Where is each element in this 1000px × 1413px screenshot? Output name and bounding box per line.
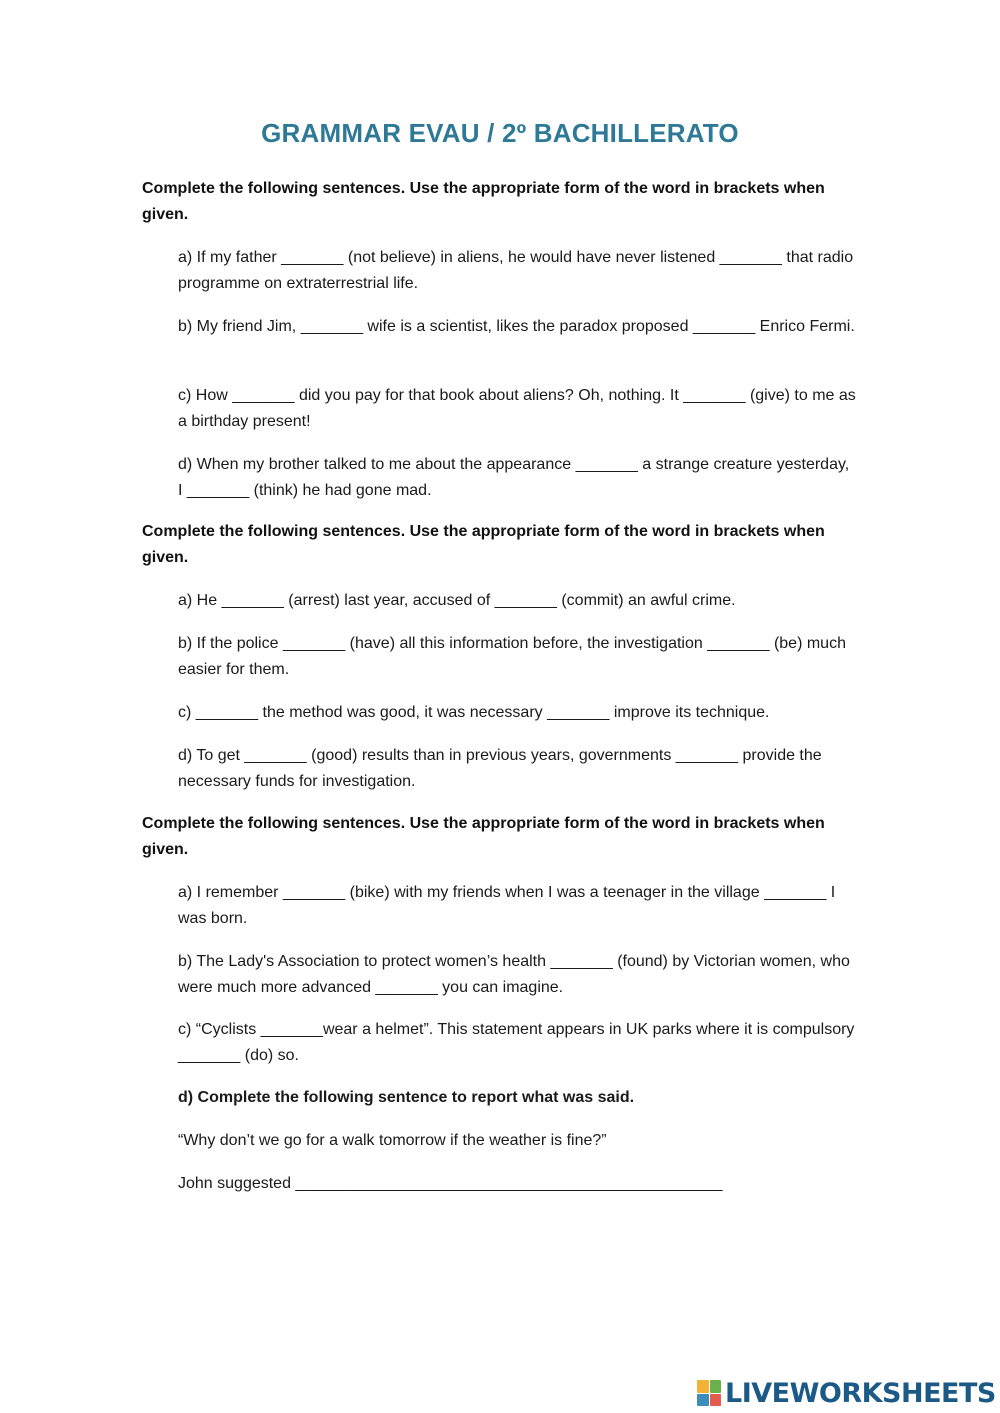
section-2-item-d: d) To get _______ (good) results than in previous years, governments _______ provide the necessary funds for investigation. <box>178 747 822 790</box>
section-1-item-c: c) How _______ did you pay for that book about aliens? Oh, nothing. It _______ (give) to me as a birthday present! <box>178 387 856 430</box>
section-3-item-b: b) The Lady's Association to protect women’s health _______ (found) by Victorian women, who were much more advanced _______ you can imagine. <box>178 953 850 996</box>
section-2-item-c: c) _______ the method was good, it was necessary _______ improve its technique. <box>178 704 770 721</box>
section-1-item-d: d) When my brother talked to me about the appearance _______ a strange creature yesterday, I _______ (think) he had gone mad. <box>178 456 850 499</box>
section-3-instruction: Complete the following sentences. Use the appropriate form of the word in brackets when given. <box>142 815 825 858</box>
page-title: GRAMMAR EVAU / 2º BACHILLERATO <box>261 118 739 148</box>
section-1-item-b: b) My friend Jim, _______ wife is a scientist, likes the paradox proposed _______ Enrico Fermi. <box>178 318 855 335</box>
reported-quote: “Why don’t we go for a walk tomorrow if the weather is fine?” <box>178 1132 607 1149</box>
section-2-instruction: Complete the following sentences. Use the appropriate form of the word in brackets when given. <box>142 523 825 566</box>
section-3-item-c: c) “Cyclists _______wear a helmet”. This statement appears in UK parks where it is compulsory _______ (do) so. <box>178 1021 855 1064</box>
section-3-item-d-label: d) Complete the following sentence to report what was said. <box>178 1089 635 1106</box>
section-3-item-a: a) I remember _______ (bike) with my friends when I was a teenager in the village _______ I was born. <box>178 884 836 927</box>
section-1-item-a: a) If my father _______ (not believe) in aliens, he would have never listened _______ that radio programme on extraterrestrial life. <box>178 249 854 292</box>
section-2-item-a: a) He _______ (arrest) last year, accused of _______ (commit) an awful crime. <box>178 592 736 609</box>
liveworksheets-logo <box>697 1377 996 1409</box>
section-2-item-b: b) If the police _______ (have) all this information before, the investigation _______ (be) much easier for them. <box>178 635 846 678</box>
liveworksheets-wordmark: LIVEWORKSHEETS <box>725 1377 996 1409</box>
answer-line: John suggested ________________________________________________ <box>178 1175 723 1192</box>
liveworksheets-mark-icon <box>697 1380 721 1406</box>
section-1-instruction: Complete the following sentences. Use the appropriate form of the word in brackets when given. <box>142 180 825 223</box>
